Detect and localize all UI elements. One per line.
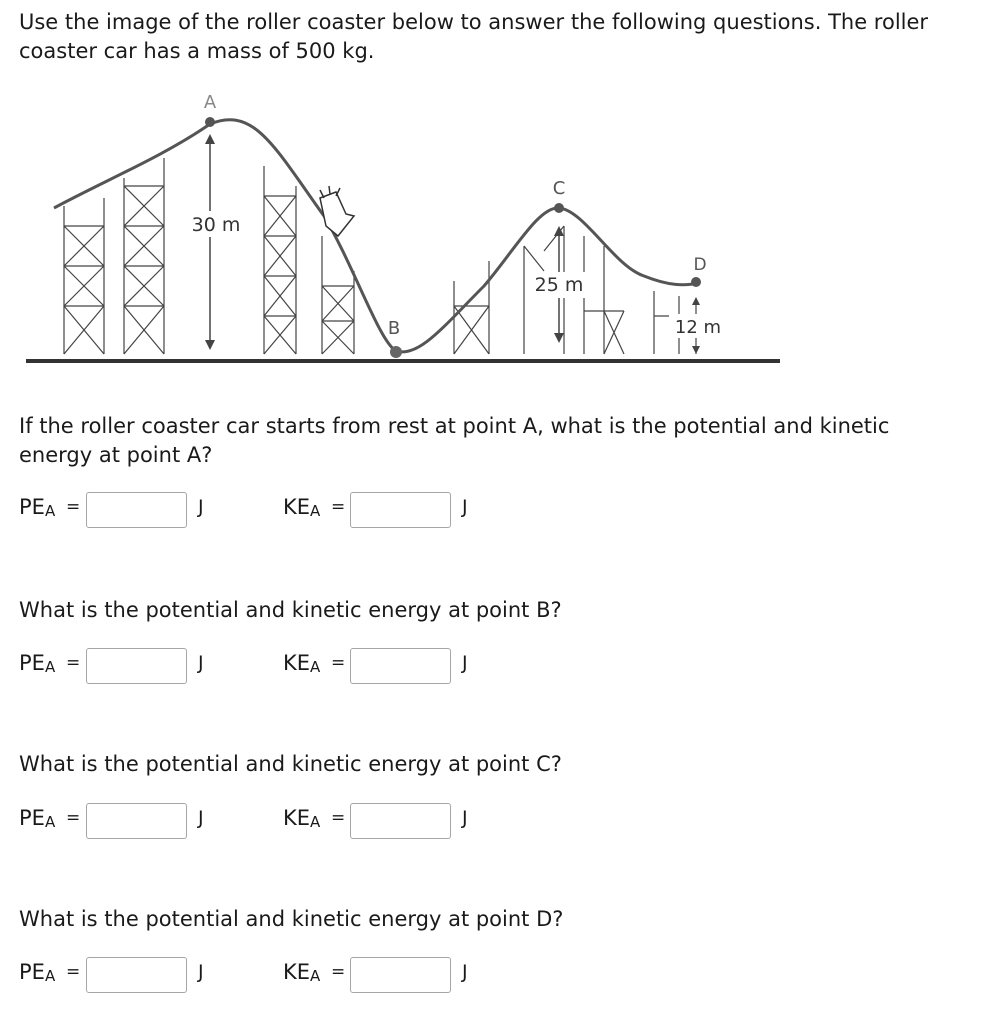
pe-d-input[interactable] [86,957,187,993]
ke-unit: J [462,652,468,674]
question-1-text: If the roller coaster car starts from rest at point A, what is the potential and kinetic energy at point A? [19,414,890,467]
tower-left-1 [64,198,104,354]
ke-unit: J [462,961,468,983]
ke-equals: = [331,962,346,982]
height-d-label: 12 m [674,317,722,338]
point-b-dot [390,346,402,358]
pe-label: $PE_A$ [19,960,56,985]
ke-unit: J [462,807,468,829]
ke-equals: = [331,497,346,517]
ke-label: $KE_A$ [283,495,321,520]
ke-d-input[interactable] [350,957,451,993]
point-d-label: D [693,255,707,275]
pe-unit: J [198,807,204,829]
pe-b-input[interactable] [86,648,187,684]
ke-unit: J [462,496,468,518]
answer-row-4 [19,957,539,997]
point-b-label: B [387,318,401,339]
height-a-label: 30 m [191,214,241,236]
height-c-label: 25 m [534,274,584,296]
track-path [54,120,700,352]
answer-row-3 [19,803,539,843]
point-c-dot [554,203,564,213]
pe-unit: J [198,496,204,518]
tower-right-1 [454,261,489,354]
point-a-label: A [203,92,217,113]
tower-left-2 [124,158,164,354]
pe-a-input[interactable] [86,492,187,528]
point-c-label: C [552,178,566,199]
tower-mid-2 [322,236,354,354]
ke-label: $KE_A$ [283,960,321,985]
tower-mid-1 [264,166,296,354]
ke-c-input[interactable] [350,803,451,839]
pe-equals: = [66,808,81,828]
pe-equals: = [66,497,81,517]
pe-unit: J [198,652,204,674]
answer-row-2 [19,648,539,688]
ke-a-input[interactable] [350,492,451,528]
coaster-car [320,192,354,236]
pe-label: $PE_A$ [19,806,56,831]
pe-label: $PE_A$ [19,651,56,676]
point-a-dot [205,117,215,127]
pe-label: $PE_A$ [19,495,56,520]
pe-equals: = [66,653,81,673]
point-d-dot [691,277,701,287]
ke-b-input[interactable] [350,648,451,684]
intro-text: Use the image of the roller coaster below to answer the following questions. The roller coaster car has a mass of 500 kg. [19,10,929,63]
ke-equals: = [331,808,346,828]
roller-coaster-diagram [24,86,784,386]
question-2-text: What is the potential and kinetic energy at point B? [19,598,562,622]
answer-row-1 [19,492,539,532]
ke-equals: = [331,653,346,673]
pe-unit: J [198,961,204,983]
question-3-text: What is the potential and kinetic energy at point C? [19,752,562,776]
ke-label: $KE_A$ [283,806,321,831]
question-4-text: What is the potential and kinetic energy at point D? [19,907,564,931]
pe-c-input[interactable] [86,803,187,839]
ke-label: $KE_A$ [283,651,321,676]
pe-equals: = [66,962,81,982]
